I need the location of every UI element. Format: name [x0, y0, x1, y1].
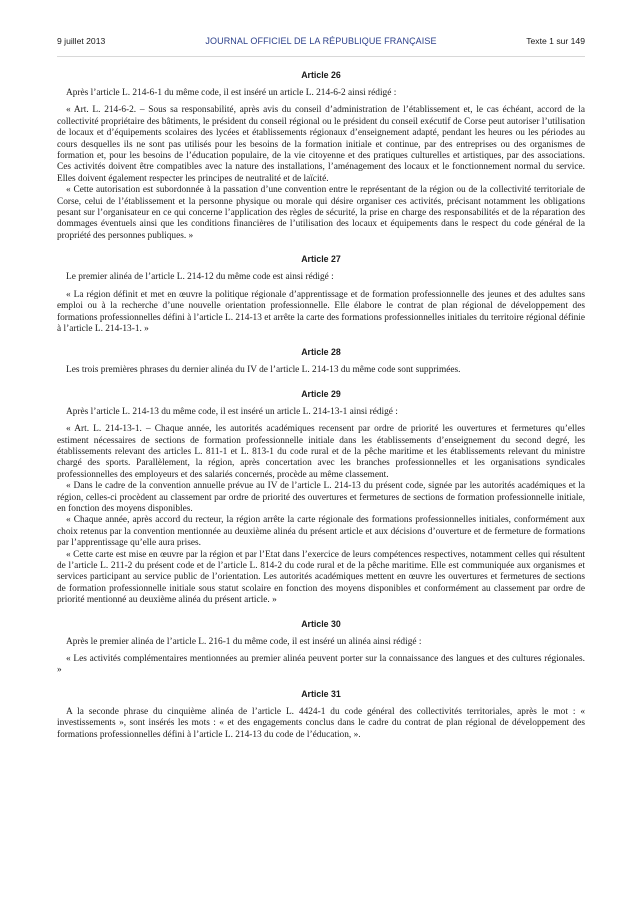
publication-date: 9 juillet 2013 [57, 36, 106, 46]
article-28-paragraph: Les trois premières phrases du dernier alinéa du IV de l’article L. 214-13 du même code sont supprimées. [66, 365, 461, 376]
article-29-paragraph: « Art. L. 214-13-1. – Chaque année, les autorités académiques recensent par ordre de priorité les ouvertures et fermetures qu’elles estiment nécessaires de sections de formation professionnelle initiale dans les établissements d’enseignement du second degré, les établissements relevant des articles L. 811-1 et L. 813-1 du code rural et de la pêche maritime et les établissements relevant du ministre chargé des sports. Parallèlement, la région, après concertation avec les branches professionnelles et les organisations syndicales professionnelles des employeurs et des salariés concernés, procède au même classement. [57, 424, 585, 480]
article-27-title: Article 27 [301, 254, 341, 265]
article-29-paragraph: « Chaque année, après accord du recteur, la région arrête la carte régionale des formations professionnelles initiales, conformément aux choix retenus par la convention mentionnée au deuxième alinéa du présent article et aux décisions d’ouverture et de fermeture de formations par l’apprentissage qu’elle aura prises. [57, 515, 585, 549]
article-29-paragraph: « Cette carte est mise en œuvre par la région et par l’Etat dans l’exercice de leurs compétences respectives, notamment celles qui résultent de l’article L. 211-2 du présent code et de l’article L. 814-2 du code rural et de la pêche maritime. Elle est communiquée aux organismes et services participant au service public de l’orientation. Les autorités académiques mettent en œuvre les ouvertures et fermetures de sections de formation professionnelle initiale sous statut scolaire en fonction des moyens disponibles et conformément au classement par ordre de priorité mentionné au deuxième alinéa du présent article. » [57, 549, 585, 606]
article-31-paragraph: A la seconde phrase du cinquième alinéa de l’article L. 4424-1 du code général des collectivités territoriales, après le mot : « investissements », sont insérés les mots : « et des engagements conclus dans le cadre du contrat de plan régional de développement des formations professionnelles défini à l’article L. 214-13 du code de l’éducation, ». [57, 706, 585, 740]
article-28-title: Article 28 [301, 347, 341, 358]
article-30-paragraph: « Les activités complémentaires mentionnées au premier alinéa peuvent porter sur la connaissance des langues et des cultures régionales. » [57, 654, 585, 676]
article-29-title: Article 29 [301, 388, 341, 399]
article-26-paragraph: « Cette autorisation est subordonnée à la passation d’une convention entre le représentant de la région ou de la collectivité territoriale de Corse, celui de l’établissement et la personne physique ou morale qui désire organiser ces activités, précisant notamment les obligations pesant sur l’organisateur en ce qui concerne l’application des règles de sécurité, la prise en charge des responsabilités et de la réparation des dommages éventuels ainsi que les conditions financières de l’utilisation des locaux et équipements dans le respect du code général de la propriété des personnes publiques. » [57, 185, 585, 241]
page-counter: Texte 1 sur 149 [526, 36, 585, 46]
article-30-title: Article 30 [301, 618, 341, 629]
article-26-paragraph: « Art. L. 214-6-2. – Sous sa responsabilité, après avis du conseil d’administration de l’établissement et, le cas échéant, accord de la collectivité propriétaire des bâtiments, le président du conseil régional ou le président du conseil exécutif de Corse peut autoriser l’utilisation de locaux et d’équipements scolaires des lycées et établissements régionaux d’enseignement adapté, pendant les heures ou les périodes au cours desquelles ils ne sont pas utilisés pour les besoins de la formation initiale et continue, par des entreprises ou des organismes de formation et, pour les besoins de l’éducation populaire, de la vie citoyenne et des pratiques culturelles et artistiques, par des associations. Ces activités doivent être compatibles avec la nature des installations, l’aménagement des locaux et le fonctionnement normal du service. Elles doivent également respecter les principes de neutralité et de laïcité. [57, 105, 585, 184]
article-26-title: Article 26 [301, 70, 341, 80]
article-27-intro: Le premier alinéa de l’article L. 214-12 du même code est ainsi rédigé : [66, 272, 334, 283]
article-27-paragraph: « La région définit et met en œuvre la politique régionale d’apprentissage et de formation professionnelle des jeunes et des adultes sans emploi ou à la recherche d’une nouvelle orientation professionnelle. Elle élabore le contrat de plan régional de développement des formations professionnelles défini à l’article L. 214-13 et arrête la carte des formations professionnelles initiales du territoire régional définie à l’article L. 214-13-1. » [57, 289, 585, 334]
journal-title: JOURNAL OFFICIEL DE LA RÉPUBLIQUE FRANÇAISE [205, 36, 437, 46]
header-divider [57, 56, 585, 57]
document-body [57, 69, 585, 747]
article-29-intro: Après l’article L. 214-13 du même code, il est inséré un article L. 214-13-1 ainsi rédigé : [66, 406, 398, 417]
article-30-intro: Après le premier alinéa de l’article L. 216-1 du même code, il est inséré un alinéa ainsi rédigé : [66, 636, 422, 647]
article-26-intro: Après l’article L. 214-6-1 du même code, il est inséré un article L. 214-6-2 ainsi rédigé : [66, 88, 397, 98]
page-header [57, 36, 585, 56]
article-31-title: Article 31 [301, 688, 341, 699]
article-29-paragraph: « Dans le cadre de la convention annuelle prévue au IV de l’article L. 214-13 du présent code, signée par les autorités académiques et la région, celles-ci procèdent au classement par ordre de priorité des ouvertures et fermetures de sections de formation professionnelle initiale, en fonction des moyens disponibles. [57, 481, 585, 514]
